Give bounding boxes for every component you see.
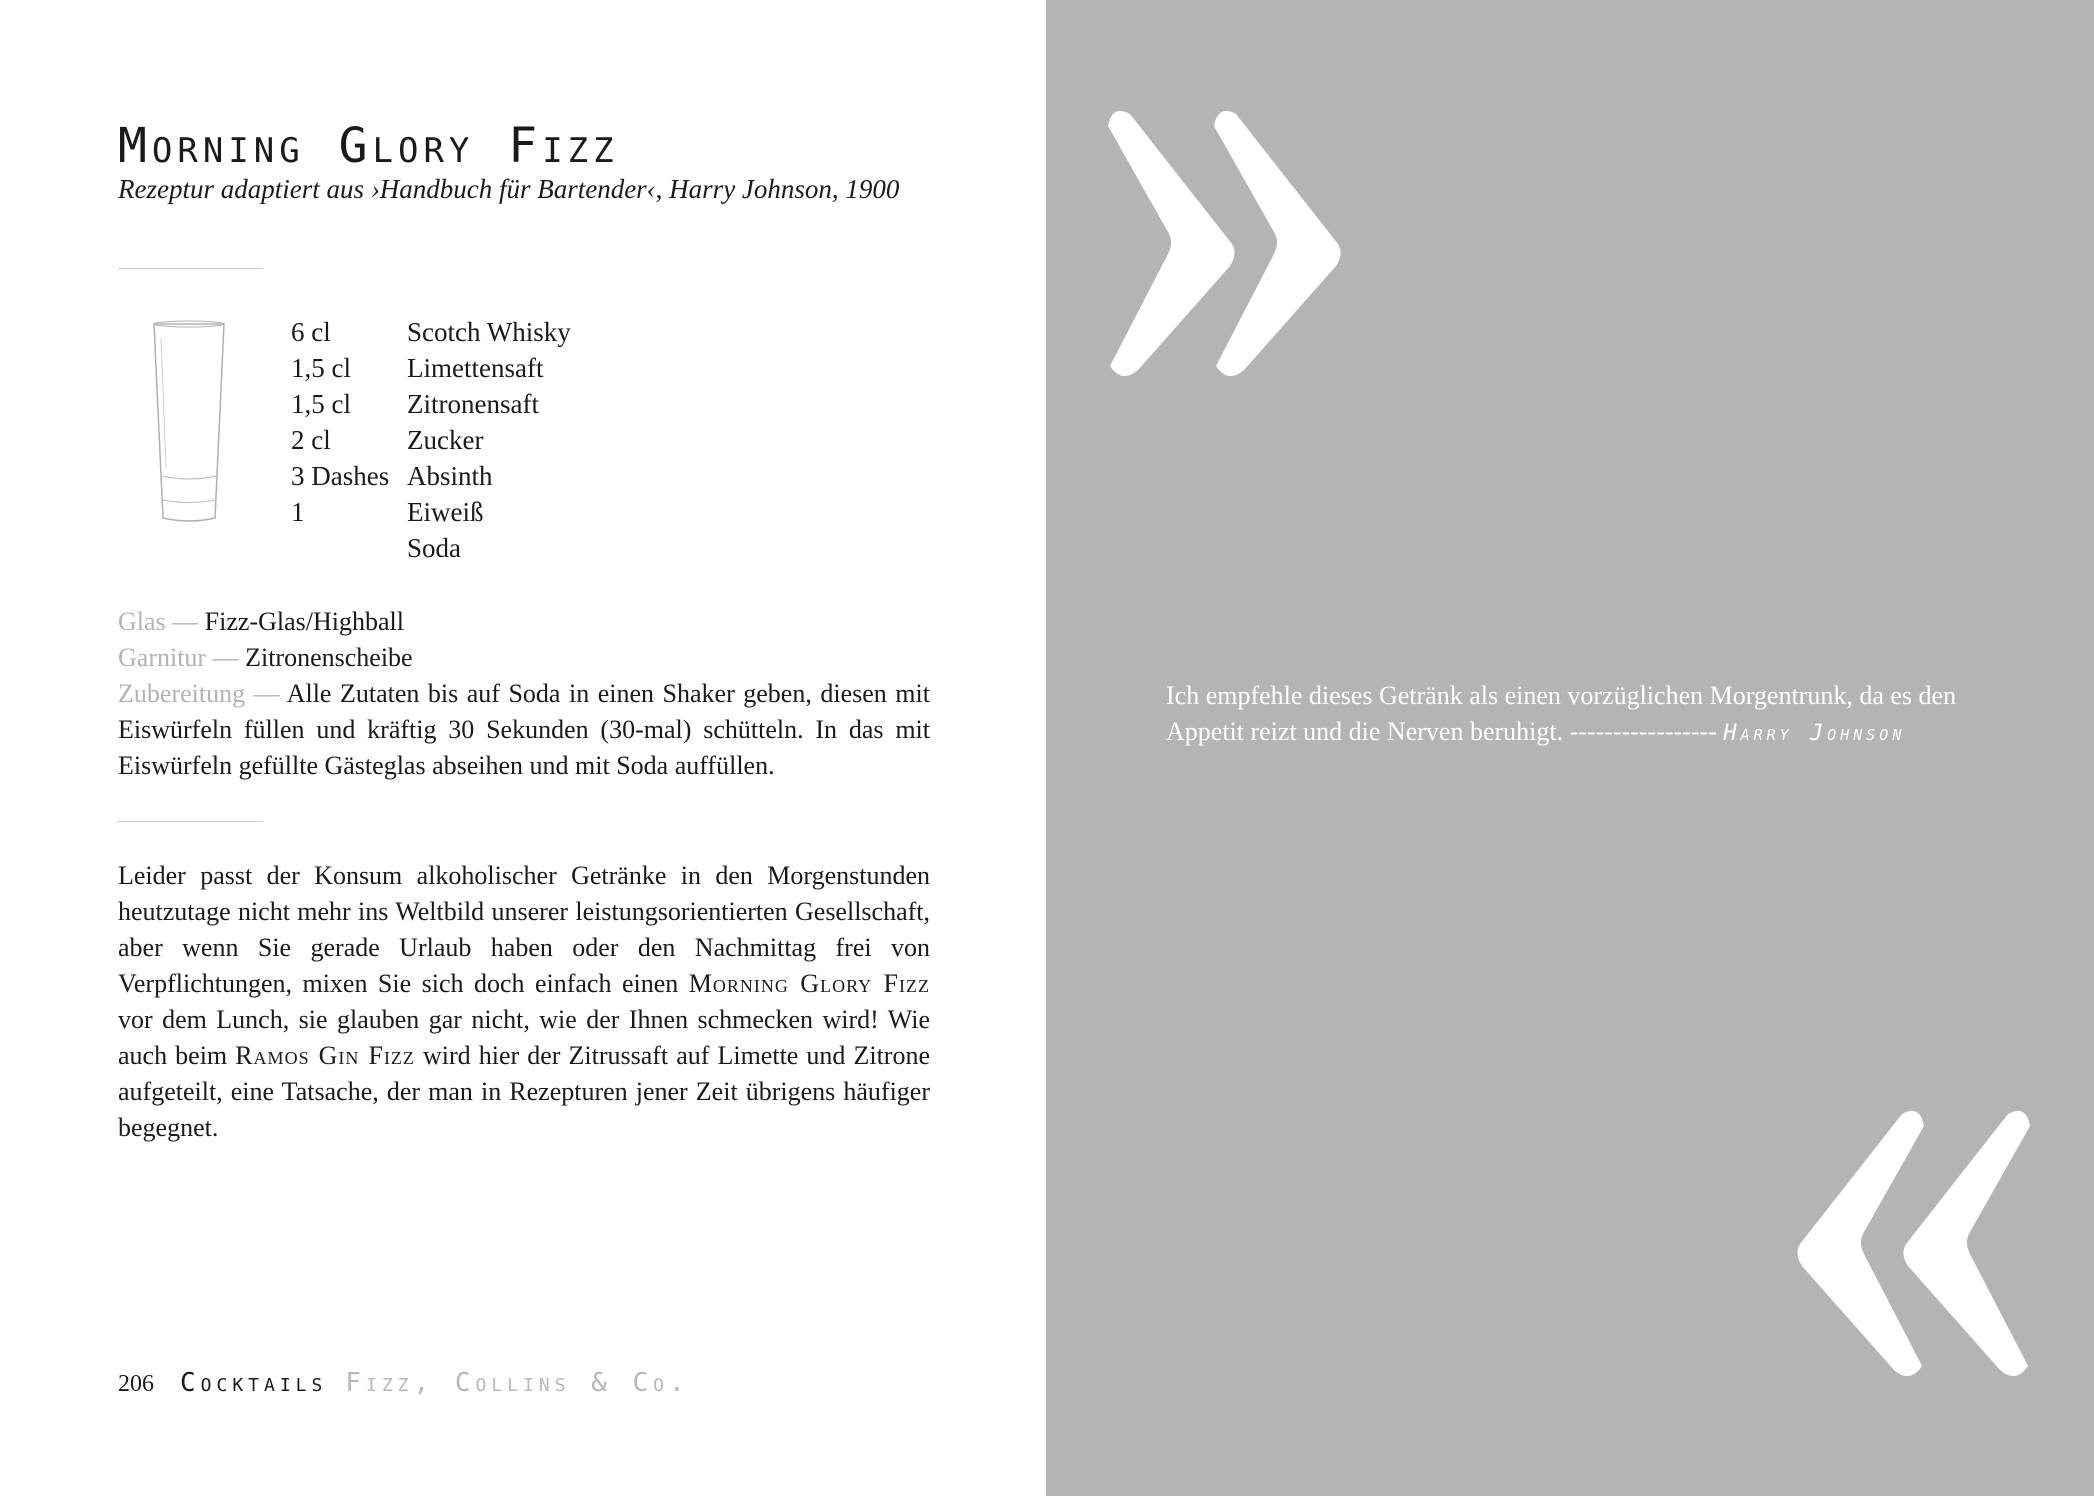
ingredient-name: Soda [407, 533, 461, 563]
ingredient-amount: 2 cl [291, 425, 331, 455]
ingredient-amount: 1,5 cl [291, 389, 351, 419]
body-text-part: Leider passt der Konsum alkoholischer Getränke in den Morgenstunden heutzutage nicht mehr ins Weltbild unserer leistungsorientierten Gesellschaft, aber wenn Sie gerade Urlaub haben oder den Nachmittag frei von Verpflichtungen, mixen Sie sich doch einfach einen [118, 861, 930, 998]
ingredient-row [291, 350, 571, 386]
ingredient-amount: 6 cl [291, 317, 331, 347]
ingredient-name: Scotch Whisky [407, 317, 571, 347]
body-text-part: wird hier der Zitrussaft auf Limette und Zitrone aufgeteilt, eine Tatsache, der man in Rezepturen jener Zeit übrigens häufiger begegnet. [118, 1041, 931, 1142]
footer-subsection: Fizz, Collins & Co. [345, 1368, 690, 1398]
ingredient-list [291, 314, 571, 566]
preparation-label: Zubereitung — [118, 679, 280, 708]
ingredient-amount: 1 [291, 497, 305, 527]
ingredient-row [291, 422, 571, 458]
ingredient-row [291, 494, 571, 530]
divider-top [118, 268, 263, 269]
footer-section: Cocktails [180, 1368, 328, 1398]
garnish-label: Garnitur — [118, 643, 239, 672]
ingredient-amount: 1,5 cl [291, 353, 351, 383]
ingredient-name: Zitronensaft [407, 389, 539, 419]
body-paragraph [118, 858, 930, 1146]
ingredient-amount: 3 Dashes [291, 461, 390, 491]
ingredient-name: Limettensaft [407, 353, 544, 383]
recipe-info [118, 604, 930, 784]
guillemet-close-icon [1796, 1104, 2036, 1378]
ingredient-row [291, 530, 571, 566]
recipe-title: Morning Glory Fizz [118, 118, 619, 174]
preparation-value: Alle Zutaten bis auf Soda in einen Shaker geben, diesen mit Eiswürfeln füllen und kräftig 30 Sekunden (30-mal) schütteln. In das mit Eiswürfeln gefüllte Gästeglas abseihen und mit Soda auffüllen. [118, 679, 930, 780]
ingredient-name: Eiweiß [407, 497, 484, 527]
page-number: 206 [118, 1371, 154, 1397]
recipe-subtitle: Rezeptur adaptiert aus ›Handbuch für Bartender‹, Harry Johnson, 1900 [118, 174, 900, 204]
ingredient-name: Absinth [407, 461, 493, 491]
quote [1166, 678, 1986, 752]
cocktail-name-inline: Ramos Gin Fizz [235, 1041, 415, 1070]
garnish-value: Zitronenscheibe [245, 643, 413, 672]
glass-label: Glas — [118, 607, 199, 636]
ingredient-row [291, 314, 571, 350]
quote-text: Ich empfehle dieses Getränk als einen vorzüglichen Morgentrunk, da es den Appetit reizt und die Nerven beruhigt. [1166, 681, 1957, 746]
ingredient-row [291, 386, 571, 422]
guillemet-open-icon [1102, 104, 1342, 378]
glass-value: Fizz-Glas/Highball [204, 607, 404, 636]
body-text-part: vor dem Lunch, sie glauben gar nicht, wie der Ihnen schmecken wird! Wie auch beim [118, 1005, 930, 1070]
garnish-line [118, 640, 930, 676]
quote-dashes: ----------------- [1569, 717, 1717, 746]
quote-author: Harry Johnson [1723, 721, 1906, 746]
glass-line [118, 604, 930, 640]
cocktail-name-inline: Morning Glory Fizz [688, 969, 930, 998]
ingredient-row [291, 458, 571, 494]
highball-glass-icon [152, 318, 226, 526]
divider-middle [118, 821, 263, 822]
page-footer [118, 1368, 690, 1398]
ingredient-name: Zucker [407, 425, 484, 455]
left-page [0, 0, 1046, 1496]
ingredient-amount [291, 530, 407, 566]
preparation-paragraph [118, 676, 930, 784]
